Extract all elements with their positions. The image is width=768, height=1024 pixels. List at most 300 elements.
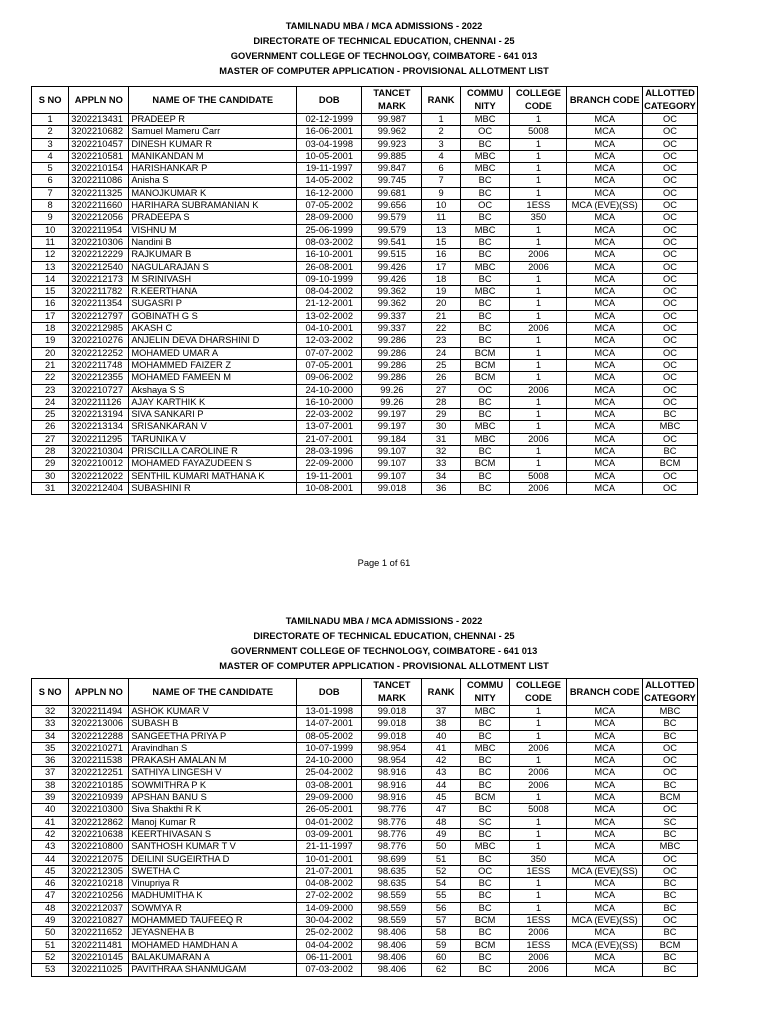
cell-branch-code: MCA	[567, 841, 643, 853]
cell-name: SIVA SANKARI P	[129, 409, 297, 421]
cell-name: JEYASNEHA B	[129, 927, 297, 939]
col-college-code: COLLEGE CODE	[510, 679, 567, 706]
cell-name: AJAY KARTHIK K	[129, 396, 297, 408]
col-appln-no: APPLN NO	[69, 679, 129, 706]
table-row	[32, 212, 698, 224]
cell-branch-code: MCA	[567, 126, 643, 138]
cell-dob: 16-06-2001	[297, 126, 362, 138]
cell-community: BC	[460, 951, 510, 963]
cell-community: BCM	[460, 915, 510, 927]
cell-rank: 50	[422, 841, 460, 853]
cell-dob: 07-05-2001	[297, 359, 362, 371]
cell-allotted-category: OC	[643, 755, 698, 767]
cell-rank: 13	[422, 224, 460, 236]
cell-allotted-category: OC	[643, 163, 698, 175]
cell-dob: 24-10-2000	[297, 384, 362, 396]
cell-dob: 16-10-2000	[297, 396, 362, 408]
cell-appln-no: 3202210457	[69, 138, 129, 150]
header-line-2: DIRECTORATE OF TECHNICAL EDUCATION, CHENNAI - 25	[253, 36, 515, 46]
cell-allotted-category: BCM	[643, 458, 698, 470]
cell-dob: 22-03-2002	[297, 409, 362, 421]
cell-branch-code: MCA	[567, 706, 643, 718]
cell-tancet-mark: 99.847	[362, 163, 422, 175]
cell-branch-code: MCA	[567, 323, 643, 335]
cell-appln-no: 3202212355	[69, 372, 129, 384]
header-line-3: GOVERNMENT COLLEGE OF TECHNOLOGY, COIMBATORE - 641 013	[230, 51, 538, 61]
cell-name: ASHOK KUMAR V	[129, 706, 297, 718]
cell-name: Samuel Mameru Carr	[129, 126, 297, 138]
cell-rank: 16	[422, 249, 460, 261]
cell-tancet-mark: 98.954	[362, 742, 422, 754]
cell-appln-no: 3202211494	[69, 706, 129, 718]
cell-community: BC	[460, 212, 510, 224]
cell-branch-code: MCA	[567, 902, 643, 914]
cell-college-code: 2006	[510, 742, 567, 754]
table-row	[32, 261, 698, 273]
table-row	[32, 853, 698, 865]
cell-allotted-category: BC	[643, 779, 698, 791]
cell-tancet-mark: 99.681	[362, 187, 422, 199]
cell-community: BC	[460, 335, 510, 347]
cell-college-code: 1	[510, 718, 567, 730]
cell-name: KEERTHIVASAN S	[129, 828, 297, 840]
cell-branch-code: MCA	[567, 261, 643, 273]
cell-appln-no: 3202213194	[69, 409, 129, 421]
cell-branch-code: MCA	[567, 372, 643, 384]
cell-appln-no: 3202213134	[69, 421, 129, 433]
table-row	[32, 730, 698, 742]
cell-community: BC	[460, 175, 510, 187]
cell-tancet-mark: 98.635	[362, 878, 422, 890]
cell-branch-code: MCA (EVE)(SS)	[567, 865, 643, 877]
cell-sno: 40	[32, 804, 69, 816]
cell-rank: 30	[422, 421, 460, 433]
cell-appln-no: 3202211025	[69, 964, 129, 976]
cell-rank: 57	[422, 915, 460, 927]
cell-college-code: 1	[510, 224, 567, 236]
table-row	[32, 890, 698, 902]
cell-dob: 07-05-2002	[297, 200, 362, 212]
cell-rank: 25	[422, 359, 460, 371]
cell-rank: 52	[422, 865, 460, 877]
cell-sno: 2	[32, 126, 69, 138]
col-dob: DOB	[297, 679, 362, 706]
cell-college-code: 1	[510, 175, 567, 187]
cell-appln-no: 3202212252	[69, 347, 129, 359]
table-row	[32, 175, 698, 187]
table-row	[32, 951, 698, 963]
cell-appln-no: 3202210256	[69, 890, 129, 902]
cell-community: SC	[460, 816, 510, 828]
cell-community: BC	[460, 298, 510, 310]
cell-rank: 37	[422, 706, 460, 718]
cell-tancet-mark: 99.018	[362, 482, 422, 494]
cell-tancet-mark: 99.286	[362, 335, 422, 347]
cell-name: NAGULARAJAN S	[129, 261, 297, 273]
cell-allotted-category: OC	[643, 114, 698, 126]
col-college-code: COLLEGE CODE	[510, 87, 567, 114]
cell-branch-code: MCA	[567, 755, 643, 767]
cell-branch-code: MCA	[567, 804, 643, 816]
cell-allotted-category: OC	[643, 310, 698, 322]
cell-name: MOHAMED FAMEEN M	[129, 372, 297, 384]
cell-sno: 7	[32, 187, 69, 199]
cell-name: HARISHANKAR P	[129, 163, 297, 175]
cell-sno: 31	[32, 482, 69, 494]
document-header	[0, 614, 768, 674]
cell-name: SOWMITHRA P K	[129, 779, 297, 791]
cell-tancet-mark: 98.559	[362, 915, 422, 927]
cell-appln-no: 3202213006	[69, 718, 129, 730]
cell-dob: 25-02-2002	[297, 927, 362, 939]
cell-name: APSHAN BANU S	[129, 792, 297, 804]
cell-appln-no: 3202212797	[69, 310, 129, 322]
cell-sno: 45	[32, 865, 69, 877]
cell-dob: 10-05-2001	[297, 150, 362, 162]
cell-appln-no: 3202210939	[69, 792, 129, 804]
cell-dob: 24-10-2000	[297, 755, 362, 767]
cell-rank: 40	[422, 730, 460, 742]
allotment-table	[31, 678, 698, 977]
cell-rank: 4	[422, 150, 460, 162]
cell-name: SUGASRI P	[129, 298, 297, 310]
cell-rank: 36	[422, 482, 460, 494]
cell-community: BC	[460, 730, 510, 742]
cell-college-code: 2006	[510, 482, 567, 494]
cell-branch-code: MCA	[567, 927, 643, 939]
cell-branch-code: MCA (EVE)(SS)	[567, 915, 643, 927]
cell-name: RAJKUMAR B	[129, 249, 297, 261]
cell-rank: 44	[422, 779, 460, 791]
cell-name: Aravindhan S	[129, 742, 297, 754]
cell-college-code: 2006	[510, 433, 567, 445]
col-tancet-mark: TANCET MARK	[362, 87, 422, 114]
cell-tancet-mark: 99.26	[362, 384, 422, 396]
cell-dob: 07-07-2002	[297, 347, 362, 359]
cell-name: SUBASHINI R	[129, 482, 297, 494]
cell-tancet-mark: 98.916	[362, 792, 422, 804]
col-tancet-mark: TANCET MARK	[362, 679, 422, 706]
table-row	[32, 902, 698, 914]
cell-branch-code: MCA	[567, 433, 643, 445]
col-rank: RANK	[422, 87, 460, 114]
cell-college-code: 1	[510, 359, 567, 371]
cell-tancet-mark: 98.916	[362, 767, 422, 779]
cell-allotted-category: BC	[643, 951, 698, 963]
cell-name: SANGEETHA PRIYA P	[129, 730, 297, 742]
table-row	[32, 114, 698, 126]
col-sno: S NO	[32, 679, 69, 706]
cell-dob: 16-12-2000	[297, 187, 362, 199]
cell-dob: 10-01-2001	[297, 853, 362, 865]
cell-appln-no: 3202210145	[69, 951, 129, 963]
table-row	[32, 126, 698, 138]
document-header	[0, 19, 768, 79]
cell-rank: 34	[422, 470, 460, 482]
cell-college-code: 1	[510, 150, 567, 162]
cell-sno: 4	[32, 150, 69, 162]
cell-community: BC	[460, 878, 510, 890]
cell-sno: 24	[32, 396, 69, 408]
cell-rank: 33	[422, 458, 460, 470]
table-row	[32, 865, 698, 877]
table-row	[32, 286, 698, 298]
cell-appln-no: 3202210271	[69, 742, 129, 754]
cell-college-code: 1	[510, 902, 567, 914]
cell-rank: 26	[422, 372, 460, 384]
cell-dob: 08-05-2002	[297, 730, 362, 742]
cell-sno: 50	[32, 927, 69, 939]
cell-allotted-category: MBC	[643, 706, 698, 718]
cell-allotted-category: SC	[643, 816, 698, 828]
table-row	[32, 792, 698, 804]
cell-dob: 21-12-2001	[297, 298, 362, 310]
cell-community: BCM	[460, 458, 510, 470]
cell-name: SWETHA C	[129, 865, 297, 877]
cell-community: MBC	[460, 224, 510, 236]
cell-dob: 21-07-2001	[297, 865, 362, 877]
cell-name: SOWMYA R	[129, 902, 297, 914]
cell-appln-no: 3202211954	[69, 224, 129, 236]
cell-allotted-category: MBC	[643, 421, 698, 433]
cell-college-code: 2006	[510, 767, 567, 779]
cell-rank: 51	[422, 853, 460, 865]
table-row	[32, 915, 698, 927]
cell-community: MBC	[460, 841, 510, 853]
cell-college-code: 1	[510, 458, 567, 470]
table-row	[32, 742, 698, 754]
cell-allotted-category: BC	[643, 902, 698, 914]
cell-community: MBC	[460, 706, 510, 718]
cell-allotted-category: OC	[643, 200, 698, 212]
col-branch-code: BRANCH CODE	[567, 679, 643, 706]
cell-branch-code: MCA	[567, 310, 643, 322]
cell-tancet-mark: 99.197	[362, 409, 422, 421]
cell-sno: 27	[32, 433, 69, 445]
cell-allotted-category: BC	[643, 718, 698, 730]
cell-branch-code: MCA	[567, 114, 643, 126]
cell-tancet-mark: 99.541	[362, 236, 422, 248]
cell-allotted-category: OC	[643, 742, 698, 754]
cell-rank: 32	[422, 446, 460, 458]
cell-name: PRISCILLA CAROLINE R	[129, 446, 297, 458]
cell-allotted-category: OC	[643, 138, 698, 150]
table-body	[32, 114, 698, 495]
cell-rank: 21	[422, 310, 460, 322]
cell-allotted-category: BC	[643, 890, 698, 902]
cell-appln-no: 3202212173	[69, 273, 129, 285]
cell-sno: 34	[32, 730, 69, 742]
cell-rank: 58	[422, 927, 460, 939]
col-name: NAME OF THE CANDIDATE	[129, 87, 297, 114]
cell-branch-code: MCA	[567, 792, 643, 804]
cell-branch-code: MCA	[567, 286, 643, 298]
cell-allotted-category: BC	[643, 730, 698, 742]
cell-community: BC	[460, 446, 510, 458]
cell-sno: 8	[32, 200, 69, 212]
cell-name: R.KEERTHANA	[129, 286, 297, 298]
cell-dob: 30-04-2002	[297, 915, 362, 927]
cell-community: MBC	[460, 286, 510, 298]
cell-dob: 14-09-2000	[297, 902, 362, 914]
cell-appln-no: 3202212985	[69, 323, 129, 335]
cell-sno: 9	[32, 212, 69, 224]
cell-community: BC	[460, 396, 510, 408]
cell-appln-no: 3202211481	[69, 939, 129, 951]
cell-appln-no: 3202210800	[69, 841, 129, 853]
cell-college-code: 1ESS	[510, 939, 567, 951]
cell-sno: 29	[32, 458, 69, 470]
cell-college-code: 1	[510, 890, 567, 902]
cell-appln-no: 3202210012	[69, 458, 129, 470]
header-line-4: MASTER OF COMPUTER APPLICATION - PROVISIONAL ALLOTMENT LIST	[219, 661, 549, 671]
table-row	[32, 273, 698, 285]
cell-college-code: 1	[510, 828, 567, 840]
cell-dob: 04-08-2002	[297, 878, 362, 890]
cell-tancet-mark: 98.406	[362, 964, 422, 976]
cell-dob: 28-03-1996	[297, 446, 362, 458]
cell-sno: 3	[32, 138, 69, 150]
cell-appln-no: 3202211354	[69, 298, 129, 310]
cell-sno: 49	[32, 915, 69, 927]
cell-appln-no: 3202211652	[69, 927, 129, 939]
table-row	[32, 706, 698, 718]
cell-name: Manoj Kumar R	[129, 816, 297, 828]
cell-sno: 6	[32, 175, 69, 187]
cell-rank: 48	[422, 816, 460, 828]
cell-community: MBC	[460, 150, 510, 162]
cell-appln-no: 3202212305	[69, 865, 129, 877]
cell-branch-code: MCA	[567, 138, 643, 150]
cell-dob: 19-11-2001	[297, 470, 362, 482]
cell-college-code: 1	[510, 446, 567, 458]
cell-rank: 54	[422, 878, 460, 890]
cell-allotted-category: OC	[643, 433, 698, 445]
cell-tancet-mark: 99.286	[362, 359, 422, 371]
cell-dob: 02-12-1999	[297, 114, 362, 126]
cell-college-code: 1	[510, 310, 567, 322]
cell-appln-no: 3202211325	[69, 187, 129, 199]
table-row	[32, 421, 698, 433]
table-row	[32, 458, 698, 470]
cell-sno: 23	[32, 384, 69, 396]
cell-branch-code: MCA	[567, 458, 643, 470]
cell-rank: 56	[422, 902, 460, 914]
cell-branch-code: MCA	[567, 347, 643, 359]
cell-community: BC	[460, 273, 510, 285]
cell-rank: 19	[422, 286, 460, 298]
cell-name: TARUNIKA V	[129, 433, 297, 445]
cell-tancet-mark: 99.184	[362, 433, 422, 445]
cell-college-code: 2006	[510, 249, 567, 261]
table-row	[32, 470, 698, 482]
cell-rank: 29	[422, 409, 460, 421]
cell-tancet-mark: 99.362	[362, 286, 422, 298]
cell-tancet-mark: 99.885	[362, 150, 422, 162]
cell-tancet-mark: 98.406	[362, 939, 422, 951]
cell-sno: 15	[32, 286, 69, 298]
cell-college-code: 1	[510, 138, 567, 150]
cell-allotted-category: OC	[643, 187, 698, 199]
table-row	[32, 927, 698, 939]
cell-college-code: 1	[510, 163, 567, 175]
cell-branch-code: MCA	[567, 470, 643, 482]
cell-branch-code: MCA	[567, 384, 643, 396]
cell-dob: 21-11-1997	[297, 841, 362, 853]
col-name: NAME OF THE CANDIDATE	[129, 679, 297, 706]
cell-branch-code: MCA	[567, 409, 643, 421]
header-line-1: TAMILNADU MBA / MCA ADMISSIONS - 2022	[285, 21, 483, 31]
cell-appln-no: 3202211126	[69, 396, 129, 408]
cell-college-code: 1ESS	[510, 865, 567, 877]
cell-rank: 2	[422, 126, 460, 138]
cell-sno: 5	[32, 163, 69, 175]
table-row	[32, 384, 698, 396]
cell-tancet-mark: 98.776	[362, 816, 422, 828]
cell-dob: 14-07-2001	[297, 718, 362, 730]
cell-college-code: 1	[510, 335, 567, 347]
cell-tancet-mark: 99.656	[362, 200, 422, 212]
cell-name: PRADEEPA S	[129, 212, 297, 224]
cell-branch-code: MCA	[567, 163, 643, 175]
cell-sno: 19	[32, 335, 69, 347]
cell-community: BC	[460, 779, 510, 791]
cell-branch-code: MCA (EVE)(SS)	[567, 200, 643, 212]
cell-allotted-category: OC	[643, 915, 698, 927]
cell-allotted-category: BCM	[643, 939, 698, 951]
cell-dob: 08-03-2002	[297, 236, 362, 248]
cell-college-code: 2006	[510, 779, 567, 791]
cell-name: ANJELIN DEVA DHARSHINI D	[129, 335, 297, 347]
cell-community: OC	[460, 865, 510, 877]
cell-rank: 9	[422, 187, 460, 199]
cell-sno: 53	[32, 964, 69, 976]
cell-appln-no: 3202210682	[69, 126, 129, 138]
col-community: COMMU NITY	[460, 679, 510, 706]
cell-rank: 59	[422, 939, 460, 951]
cell-sno: 26	[32, 421, 69, 433]
cell-rank: 41	[422, 742, 460, 754]
table-row	[32, 409, 698, 421]
cell-sno: 13	[32, 261, 69, 273]
cell-allotted-category: OC	[643, 175, 698, 187]
cell-tancet-mark: 99.286	[362, 372, 422, 384]
cell-branch-code: MCA	[567, 816, 643, 828]
cell-college-code: 2006	[510, 261, 567, 273]
cell-sno: 25	[32, 409, 69, 421]
cell-dob: 04-10-2001	[297, 323, 362, 335]
cell-appln-no: 3202212540	[69, 261, 129, 273]
col-allotted-category: ALLOTTED CATEGORY	[643, 87, 698, 114]
cell-college-code: 2006	[510, 951, 567, 963]
table-row	[32, 718, 698, 730]
cell-tancet-mark: 99.579	[362, 224, 422, 236]
cell-dob: 13-02-2002	[297, 310, 362, 322]
cell-community: BC	[460, 482, 510, 494]
cell-appln-no: 3202210581	[69, 150, 129, 162]
cell-appln-no: 3202212022	[69, 470, 129, 482]
col-allotted-category: ALLOTTED CATEGORY	[643, 679, 698, 706]
cell-sno: 28	[32, 446, 69, 458]
cell-dob: 28-09-2000	[297, 212, 362, 224]
cell-community: BC	[460, 470, 510, 482]
cell-name: MOHAMED UMAR A	[129, 347, 297, 359]
cell-dob: 25-06-1999	[297, 224, 362, 236]
cell-sno: 11	[32, 236, 69, 248]
cell-sno: 21	[32, 359, 69, 371]
cell-tancet-mark: 99.018	[362, 730, 422, 742]
cell-branch-code: MCA	[567, 964, 643, 976]
